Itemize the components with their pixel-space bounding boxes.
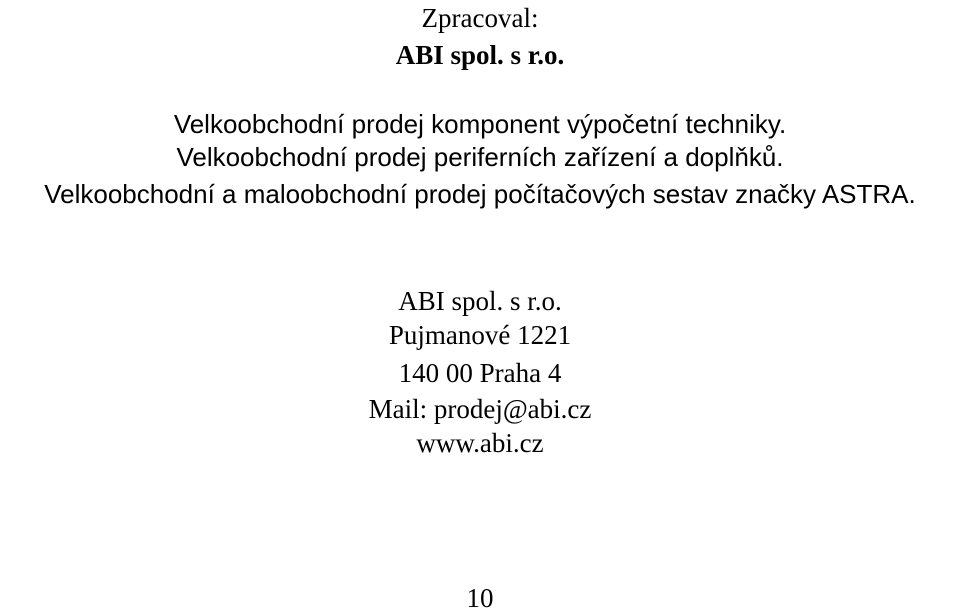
contact-company: ABI spol. s r.o. <box>398 286 562 316</box>
activity-line: Velkoobchodní prodej komponent výpočetní techniky. <box>173 109 787 139</box>
contact-city: 140 00 Praha 4 <box>398 358 562 388</box>
contact-web: www.abi.cz <box>416 428 544 458</box>
contact-mail: Mail: prodej@abi.cz <box>368 394 592 424</box>
activity-line: Velkoobchodní prodej periferních zařízení a doplňků. <box>176 142 784 172</box>
company-name-heading: ABI spol. s r.o. <box>395 40 565 70</box>
page-number: 10 <box>466 583 494 613</box>
processed-by-label: Zpracoval: <box>421 3 539 33</box>
activity-line: Velkoobchodní a maloobchodní prodej počítačových sestav značky ASTRA. <box>44 179 916 209</box>
contact-street: Pujmanové 1221 <box>388 320 572 350</box>
